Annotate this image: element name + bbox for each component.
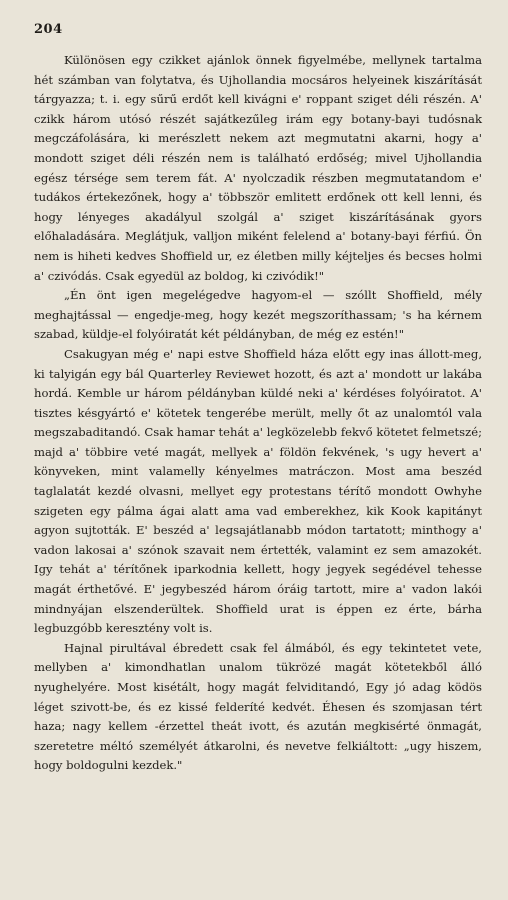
body-text (34, 51, 482, 776)
paragraph: Hajnal pirultával ébredett csak fel álmából, és egy tekintetet vete, mellyben a' kimondhatlan unalom tükrözé magát kötetekből álló nyughelyére. Most kisétált, hogy magát felviditandó, Egy jó adag ködös léget szivott-be, és ez kissé felderíté kedvét. Éhesen és szomjasan tért haza; nagy kellem -érzettel theát ivott, és azután megkisérté önmagát, szeretetre méltó személyét átkarolni, és nevetve felkiáltott: „ugy hiszem, hogy boldogulni kezdek." (34, 640, 482, 773)
paragraph: „Én önt igen megelégedve hagyom-el — szóllt Shoffield, mély meghajtással — engedje-meg, hogy kezét megszoríthassam; 's ha kérnem szabad, küldje-el folyóiratát két példányban, de még ez estén!" (34, 288, 482, 342)
paragraph: Különösen egy czikket ajánlok önnek figyelmébe, mellynek tartalma hét számban van folytatva, és Ujhollandia mocsáros helyeinek kiszárítását tárgyazza; t. i. egy sűrű erdőt kell kivágni e' roppant sziget déli részén. A' czikk három utósó részét sajátkezűleg irám egy botany-bayi tudósnak megczáfolására, ki merészlett nekem azt megmutatni akarni, hogy a' mondott sziget déli részén nem is található erdőség; mivel Ujhollandia egész térsége sem terem fát. A' nyolczadik részben megmutatandom e' tudákos értekezőnek, hogy a' többször emlitett erdőnek ott kell lenni, és hogy lényeges akadályul szolgál a' sziget kiszárításának gyors előhaladására. Meglátjuk, valljon miként felelend a' botany-bayi férfiú. Ön nem is hiheti kedves Shoffield ur, ez életben milly kéjteljes és becses holmi a' czivódás. Csak egyedül az boldog, ki czivódik!" (34, 53, 482, 283)
paragraph: Csakugyan még e' napi estve Shoffield háza előtt egy inas állott-meg, ki talyigán egy bál Quarterley Reviewet hozott, és azt a' mondott ur lakába hordá. Kemble ur három példányban küldé neki a' kérdéses folyóiratot. A' tisztes késgyártó e' kötetek tengerébe merült, melly őt az unalomtól vala megszabaditandó. Csak hamar tehát a' legközelebb fekvő kötetet felmetszé; majd a' többire veté magát, mellyek a' földön fekvének, 's ugy hevert a' könyveken, mint valamelly kényelmes matráczon. Most ama beszéd taglalatát kezdé olvasni, mellyet egy protestans térítő mondott Owhyhe szigeten egy pálma ágai alatt ama vad emberekhez, kik Kook kapitányt agyon sujtották. E' beszéd a' legsajátlanabb módon tartatott; minthogy a' vadon lakosai a' szónok szavait nem értették, valamint ez sem amazokét. Igy tehát a' térítőnek iparkodnia kellett, hogy jegyek segédével tehesse magát érthetővé. E' jegybeszéd három óráig tartott, mire a' vadon lakói mindnyájan elszenderültek. Shoffield urat is éppen ez érte, bárha legbuzgóbb keresztény volt is. (34, 346, 482, 636)
page-number: 204 (34, 22, 63, 37)
